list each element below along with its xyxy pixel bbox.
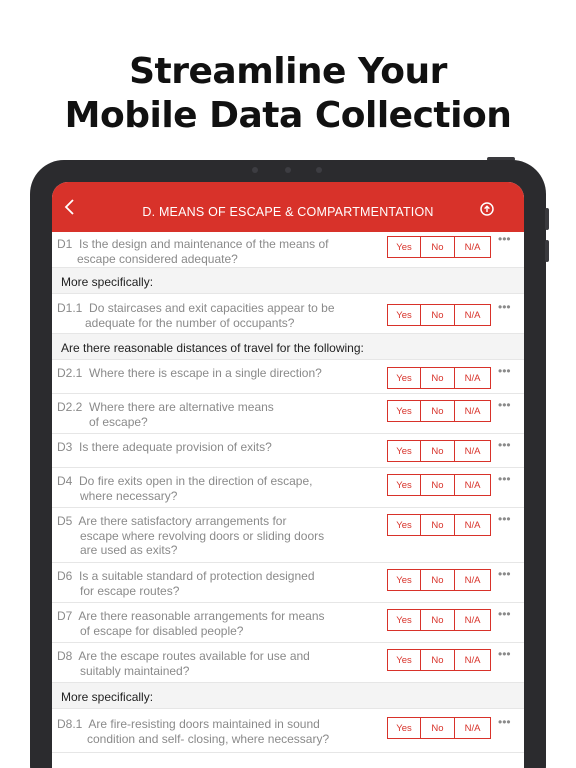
answer-buttons bbox=[387, 609, 491, 631]
answer-buttons bbox=[387, 569, 491, 591]
question-line: adequate for the number of occupants? bbox=[85, 315, 295, 330]
yes-button[interactable]: Yes bbox=[387, 367, 421, 389]
more-options-icon[interactable]: ••• bbox=[498, 607, 511, 621]
more-options-icon[interactable]: ••• bbox=[498, 567, 511, 581]
question-number: D2.2 bbox=[57, 400, 83, 414]
question-number: D4 bbox=[57, 474, 73, 488]
answer-buttons bbox=[387, 474, 491, 496]
question-line: escape considered adequate? bbox=[77, 251, 238, 266]
device-side-button bbox=[545, 208, 549, 230]
chevron-left-icon[interactable] bbox=[60, 197, 80, 217]
no-button[interactable]: No bbox=[421, 440, 455, 462]
question-text bbox=[57, 440, 377, 455]
camera-dot bbox=[252, 167, 258, 173]
camera-dot bbox=[285, 167, 291, 173]
more-options-icon[interactable]: ••• bbox=[498, 715, 511, 729]
question-row-d1 bbox=[52, 232, 524, 268]
more-options-icon[interactable]: ••• bbox=[498, 364, 511, 378]
more-options-icon[interactable]: ••• bbox=[498, 232, 511, 246]
question-text bbox=[57, 237, 377, 266]
more-options-icon[interactable]: ••• bbox=[498, 512, 511, 526]
answer-buttons bbox=[387, 304, 491, 326]
answer-buttons bbox=[387, 400, 491, 422]
question-row-d3 bbox=[52, 434, 524, 468]
yes-button[interactable]: Yes bbox=[387, 440, 421, 462]
question-row-d7 bbox=[52, 603, 524, 643]
no-button[interactable]: No bbox=[421, 367, 455, 389]
question-list bbox=[52, 232, 524, 753]
yes-button[interactable]: Yes bbox=[387, 717, 421, 739]
question-text bbox=[57, 301, 377, 330]
question-number: D8 bbox=[57, 649, 73, 663]
camera-dot bbox=[316, 167, 322, 173]
question-row-d8-1 bbox=[52, 709, 524, 753]
no-button[interactable]: No bbox=[421, 474, 455, 496]
na-button[interactable]: N/A bbox=[455, 514, 491, 536]
na-button[interactable]: N/A bbox=[455, 400, 491, 422]
question-line: Is the design and maintenance of the means of bbox=[79, 237, 329, 251]
question-number: D2.1 bbox=[57, 366, 83, 380]
answer-buttons bbox=[387, 367, 491, 389]
page-title: D. MEANS OF ESCAPE & COMPARTMENTATION bbox=[142, 205, 434, 219]
no-button[interactable]: No bbox=[421, 304, 455, 326]
question-row-d4 bbox=[52, 468, 524, 508]
section-header: More specifically: bbox=[52, 683, 524, 709]
na-button[interactable]: N/A bbox=[455, 609, 491, 631]
question-line: Is there adequate provision of exits? bbox=[79, 440, 272, 454]
more-options-icon[interactable]: ••• bbox=[498, 300, 511, 314]
question-row-d5 bbox=[52, 508, 524, 563]
question-line: Where there are alternative means bbox=[89, 400, 274, 414]
section-header: Are there reasonable distances of travel for the following: bbox=[52, 334, 524, 360]
na-button[interactable]: N/A bbox=[455, 649, 491, 671]
question-line: suitably maintained? bbox=[80, 663, 190, 678]
headline-line-1: Streamline Your bbox=[129, 51, 447, 92]
na-button[interactable]: N/A bbox=[455, 236, 491, 258]
question-line: Where there is escape in a single direction? bbox=[89, 366, 322, 380]
question-line: condition and self- closing, where necessary? bbox=[87, 731, 330, 746]
yes-button[interactable]: Yes bbox=[387, 474, 421, 496]
question-line: of escape for disabled people? bbox=[80, 623, 244, 638]
no-button[interactable]: No bbox=[421, 609, 455, 631]
more-options-icon[interactable]: ••• bbox=[498, 472, 511, 486]
answer-buttons bbox=[387, 236, 491, 258]
no-button[interactable]: No bbox=[421, 569, 455, 591]
question-line: where necessary? bbox=[80, 488, 178, 503]
yes-button[interactable]: Yes bbox=[387, 400, 421, 422]
answer-buttons bbox=[387, 440, 491, 462]
navigation-bar bbox=[52, 182, 524, 232]
no-button[interactable]: No bbox=[421, 717, 455, 739]
na-button[interactable]: N/A bbox=[455, 367, 491, 389]
question-number: D8.1 bbox=[57, 717, 83, 731]
question-number: D3 bbox=[57, 440, 73, 454]
question-number: D5 bbox=[57, 514, 73, 528]
headline bbox=[0, 50, 576, 138]
question-row-d1-1 bbox=[52, 294, 524, 334]
question-number: D1.1 bbox=[57, 301, 83, 315]
yes-button[interactable]: Yes bbox=[387, 236, 421, 258]
section-header: More specifically: bbox=[52, 268, 524, 294]
na-button[interactable]: N/A bbox=[455, 304, 491, 326]
na-button[interactable]: N/A bbox=[455, 569, 491, 591]
question-row-d8 bbox=[52, 643, 524, 683]
question-row-d2-1 bbox=[52, 360, 524, 394]
question-line: for escape routes? bbox=[80, 583, 180, 598]
question-line: Are there reasonable arrangements for means bbox=[78, 609, 325, 623]
question-text bbox=[57, 649, 377, 678]
no-button[interactable]: No bbox=[421, 649, 455, 671]
question-text bbox=[57, 474, 377, 503]
question-text bbox=[57, 717, 377, 746]
question-text bbox=[57, 366, 377, 381]
no-button[interactable]: No bbox=[421, 514, 455, 536]
na-button[interactable]: N/A bbox=[455, 474, 491, 496]
yes-button[interactable]: Yes bbox=[387, 609, 421, 631]
question-line: Are fire-resisting doors maintained in sound bbox=[88, 717, 320, 731]
question-row-d2-2 bbox=[52, 394, 524, 434]
question-line: are used as exits? bbox=[80, 543, 178, 557]
yes-button[interactable]: Yes bbox=[387, 649, 421, 671]
question-line: Do fire exits open in the direction of escape, bbox=[79, 474, 313, 488]
upload-circle-icon[interactable] bbox=[480, 202, 494, 216]
answer-buttons bbox=[387, 649, 491, 671]
question-line: Are there satisfactory arrangements for bbox=[78, 514, 287, 528]
no-button[interactable]: No bbox=[421, 236, 455, 258]
question-line: Do staircases and exit capacities appear to be bbox=[89, 301, 335, 315]
question-text bbox=[57, 400, 377, 429]
na-button[interactable]: N/A bbox=[455, 717, 491, 739]
question-line: of escape? bbox=[89, 414, 148, 429]
more-options-icon[interactable]: ••• bbox=[498, 438, 511, 452]
app-screen bbox=[52, 182, 524, 768]
yes-button[interactable]: Yes bbox=[387, 514, 421, 536]
question-number: D6 bbox=[57, 569, 73, 583]
question-number: D1 bbox=[57, 237, 73, 251]
headline-line-2: Mobile Data Collection bbox=[64, 95, 512, 136]
question-line: escape where revolving doors or sliding doors bbox=[80, 528, 325, 543]
yes-button[interactable]: Yes bbox=[387, 569, 421, 591]
no-button[interactable]: No bbox=[421, 400, 455, 422]
yes-button[interactable]: Yes bbox=[387, 304, 421, 326]
answer-buttons bbox=[387, 717, 491, 739]
device-side-button bbox=[545, 240, 549, 262]
na-button[interactable]: N/A bbox=[455, 440, 491, 462]
question-text bbox=[57, 609, 377, 638]
answer-buttons bbox=[387, 514, 491, 536]
question-row-d6 bbox=[52, 563, 524, 603]
question-number: D7 bbox=[57, 609, 73, 623]
more-options-icon[interactable]: ••• bbox=[498, 647, 511, 661]
question-text bbox=[57, 514, 377, 558]
question-text bbox=[57, 569, 377, 598]
more-options-icon[interactable]: ••• bbox=[498, 398, 511, 412]
question-line: Are the escape routes available for use and bbox=[78, 649, 310, 663]
question-line: Is a suitable standard of protection designed bbox=[79, 569, 315, 583]
